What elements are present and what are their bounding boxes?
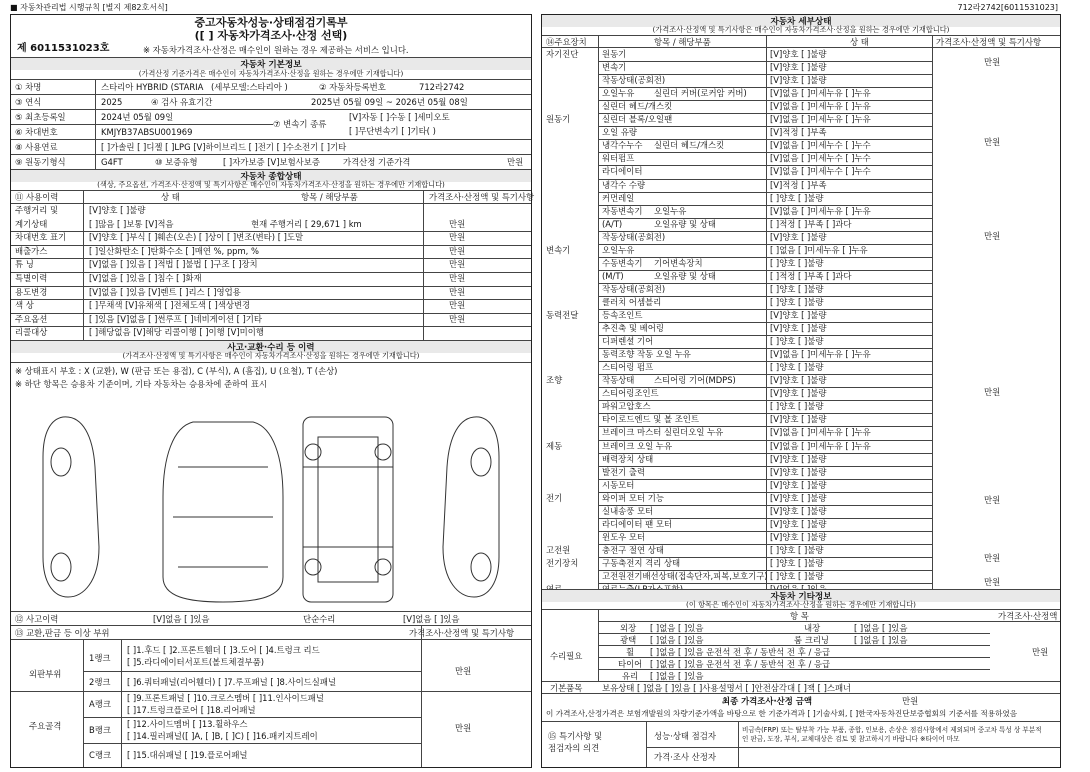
detail-item-label: 작동상태(공회전) <box>602 283 666 294</box>
general-row-state: [ ]많음 [ ]보통 [V]적음 <box>89 218 174 229</box>
interior-label: 내장 <box>804 623 821 633</box>
general-title: 자동차 종합상태 <box>11 170 531 182</box>
gloss-value: [ ]없음 [ ]있음 <box>650 635 704 645</box>
mileage-value: 현재 주행거리 [ 29,671 ] km <box>251 218 362 229</box>
wheel-front-left <box>51 448 71 476</box>
detail-item-label: 등속조인트 <box>602 310 643 320</box>
general-row-price: 만원 <box>449 245 466 256</box>
doc-number: 제 6011531023호 <box>17 43 110 54</box>
detail-item-state: [ ]양호 [ ]불량 <box>770 296 824 307</box>
final-price-label: 최종 가격조사·산정 금액 <box>722 696 812 706</box>
exterior-label: 외장 <box>620 623 637 633</box>
price-unit-electric: 만원 <box>984 495 1001 505</box>
wheel-rear-right <box>471 553 491 581</box>
glass-label: 유리 <box>622 671 639 681</box>
detail-item-label: 고전원전기배선상태(접속단자,피복,보호기구) <box>602 571 768 581</box>
detail-item-state: [ ]양호 [ ]불량 <box>770 257 824 268</box>
general-row-label: 리콜대상 <box>15 327 48 338</box>
car-model: (세부모델:스타리아 ) <box>211 82 288 92</box>
general-row-state: [ ]해당없음 [V]해당 리콜이행 [ ]이행 [V]미이행 <box>89 327 264 338</box>
vin: KMJYB37ABSU001969 <box>101 127 193 137</box>
detail-item-state: [V]양호 [ ]불량 <box>770 518 827 529</box>
detail-item-label: 실린더 헤드/개스킷 <box>654 140 725 151</box>
detail-item-label: 실린더 블록/오일팬 <box>602 114 673 125</box>
detail-item-state: [V]양호 [ ]불량 <box>770 414 827 425</box>
detail-item-state: [ ]적정 [ ]부족 [ ]과다 <box>770 218 852 229</box>
detail-subgroup-label: (M/T) <box>602 270 624 281</box>
detail-subgroup-label: (A/T) <box>602 218 623 229</box>
detail-item-label: 브레이크 마스터 실린더오일 누유 <box>602 427 724 438</box>
tire-label: 타이어 <box>618 659 643 669</box>
wheel-front-right <box>471 448 491 476</box>
rankA-items-b: [ ]17.트렁크플로어 [ ]18.리어패널 <box>127 705 256 715</box>
detail-item-label: 오일누유 <box>602 244 635 255</box>
detail-item-state: [ ]양호 [ ]불량 <box>770 557 824 568</box>
general-row-label: 주요옵션 <box>15 313 48 324</box>
accident-history-label: ⑫ 사고이력 <box>15 614 59 624</box>
detail-item-state: [V]없음 [ ]미세누유 [ ]누유 <box>770 349 871 360</box>
detail-item-label: 워터펌프 <box>602 153 635 164</box>
detail-item-label: 냉각수 수량 <box>602 179 646 190</box>
detail-item-state: [ ]양호 [ ]불량 <box>770 192 824 203</box>
detail-item-state: [V]양호 [ ]불량 <box>770 310 827 320</box>
detail-item-label: 작동상태(공회전) <box>602 75 666 86</box>
main-device-header: ⑭주요장치 <box>546 37 587 47</box>
detail-subgroup-label: 오일 유량 <box>602 127 638 138</box>
detail-item-state: [V]없음 [ ]미세누수 [ ]누수 <box>770 166 871 177</box>
wheel-rear-left <box>51 553 71 581</box>
detail-subgroup-label: 자동변속기 <box>602 205 643 216</box>
glass-value: [ ]없음 [ ]있음 <box>650 671 704 681</box>
status-legend-2: ※ 하단 항목은 승용차 기준이며, 기타 자동차는 승용차에 준하여 표시 <box>15 379 268 389</box>
detail-item-state: [ ]양호 [ ]불량 <box>770 544 824 555</box>
detail-item-label: 라디에이터 팬 모터 <box>602 518 673 529</box>
accident-note: (가격조사·산정액 및 특기사항은 매수인이 자동차가격조사·산정을 원하는 경우에만 기재합니다) <box>122 351 420 360</box>
detail-item-state: [ ]양호 [ ]불량 <box>770 362 824 373</box>
other-note: (이 항목은 매수인이 자동차가격조사·산정을 원하는 경우에만 기재합니다) <box>686 600 916 609</box>
warranty: [ ]자가보증 [V]보험사보증 <box>223 157 320 167</box>
detail-item-label: 디퍼렌셜 기어 <box>602 336 654 347</box>
inspect-label: ④ 검사 유효기간 <box>151 97 213 107</box>
detail-item-state: [ ]적정 [ ]부족 [ ]과다 <box>770 270 852 281</box>
detail-item-label: 배력장치 상태 <box>602 453 654 464</box>
detail-item-state: [ ]양호 [ ]불량 <box>770 401 824 412</box>
detail-item-label: 라디에이터 <box>602 166 643 177</box>
vehicle-diagram <box>13 407 529 607</box>
detail-item-label: 원동기 <box>602 49 627 59</box>
general-row-state: [ ]무채색 [V]유채색 [ ]전체도색 [ ]색상변경 <box>89 300 251 311</box>
detail-item-state: [V]없음 [ ]미세누유 [ ]누유 <box>770 427 871 438</box>
car-top-view <box>163 422 283 602</box>
detail-item-label: 스티어링조인트 <box>602 388 659 399</box>
detail-item-state: [ ]양호 [ ]불량 <box>770 571 824 581</box>
perf-inspector-label: 성능·상태 점검자 <box>654 731 716 741</box>
general-row-label: 용도변경 <box>15 286 48 297</box>
final-price-note: 이 가격조사,산정가격은 보험개발원의 차량기준가액을 바탕으로 한 기준가격과 [ ]기술사회, [ ]한국자동차진단보증협회의 기준서를 적용하였음 <box>546 709 1018 718</box>
repair-needed-label: 수리필요 <box>550 651 583 661</box>
detail-subgroup-label: 작동상태 <box>602 375 635 386</box>
car-name-label: ① 차명 <box>15 82 42 92</box>
first-reg-label: ⑤ 최초등록일 <box>15 112 66 122</box>
room-cleaning-label: 룸 크리닝 <box>794 635 830 645</box>
price-unit-transmission: 만원 <box>984 231 1001 241</box>
special-note-2: 인 판금, 도장, 부식, 교체대상은 검토 및 참고하시기 바랍니다 ※타이어 마모 <box>742 735 960 743</box>
base-price-label: 가격산정 기준가격 <box>343 157 411 167</box>
simple-repair-value: [V]없음 [ ]있음 <box>403 614 460 624</box>
detail-group-label: 제동 <box>546 440 563 451</box>
detail-item-state: [V]적정 [ ]부족 <box>770 127 827 138</box>
room-cleaning-value: [ ]없음 [ ]있음 <box>854 635 908 645</box>
basic-info-note: (가격산정 기준가격은 매수인이 자동차가격조사·산정을 원하는 경우에만 기재합니다) <box>138 69 404 78</box>
inspect-period: 2025년 05월 09일 ~ 2026년 05월 08일 <box>311 97 468 107</box>
basic-info-title: 자동차 기본정보 <box>11 58 531 70</box>
special-notes-label: ⑮ 특기사항 및 <box>548 731 603 741</box>
detail-item-state: [V]양호 [ ]불량 <box>770 531 827 542</box>
price-header: 가격조사·산정액 및 특기사항 <box>429 192 535 202</box>
detail-group-label: 조향 <box>546 375 563 386</box>
warranty-label: ⑩ 보증유형 <box>155 157 198 167</box>
detail-item-label: 실린더 커버(로커암 커버) <box>654 88 747 99</box>
general-row-label: 튜 닝 <box>15 259 34 270</box>
wheel-label: 휠 <box>626 647 635 657</box>
outer-panel-label: 외판부위 <box>29 669 62 679</box>
accident-title: 사고·교환·수리 등 이력 <box>11 341 531 353</box>
detail-item-label: 기어변속장치 <box>654 257 703 268</box>
detail-item-label: 클러치 어셈블리 <box>602 296 662 307</box>
frame-wheel-fr <box>375 444 391 460</box>
general-row-state: [V]양호 [ ]부식 [ ]훼손(오손) [ ]상이 [ ]변조(변타) [ ]도말 <box>89 232 304 243</box>
detail-group-label: 변속기 <box>546 244 571 255</box>
detail-item-label: 충전구 절연 상태 <box>602 544 664 555</box>
detail-item-state: [V]적정 [ ]부족 <box>770 179 827 190</box>
detail-item-state: [V]양호 [ ]불량 <box>770 62 827 73</box>
rank2-label: 2랭크 <box>89 677 111 687</box>
detail-item-label: 구동축전지 격리 상태 <box>602 557 681 568</box>
rank1-items-a: [ ]1.후드 [ ]2.프론트휀더 [ ]3.도어 [ ]4.트렁크 리드 <box>127 645 320 655</box>
detail-item-label: 브레이크 오일 누유 <box>602 440 673 451</box>
doc-note: ※ 자동차가격조사·산정은 매수인이 원하는 경우 제공하는 서비스 입니다. <box>143 45 409 55</box>
detail-subgroup-label: 수동변속기 <box>602 257 643 268</box>
detail-title: 자동차 세부상태 <box>542 15 1060 27</box>
fuel-label: ⑧ 사용연료 <box>15 142 58 152</box>
year-label: ③ 연식 <box>15 97 42 107</box>
detail-item-label: 윈도우 모터 <box>602 531 646 542</box>
detail-item-state: [V]양호 [ ]불량 <box>770 453 827 464</box>
tire-value: [ ]없음 [ ]있음 운전석 전 후 / 동반석 전 후 / 응급 <box>650 659 831 669</box>
detail-item-state: [V]없음 [ ]미세누수 [ ]누수 <box>770 140 871 151</box>
outer-price-unit: 만원 <box>455 666 472 676</box>
final-price-unit: 만원 <box>902 696 919 706</box>
first-reg: 2024년 05월 09일 <box>101 112 174 122</box>
detail-item-state: [V]양호 [ ]불량 <box>770 466 827 477</box>
detail-item-state: [V]없음 [ ]미세누유 [ ]누유 <box>770 114 871 125</box>
detail-group-label: 동력전달 <box>546 310 579 320</box>
basic-items-label: 기본품목 <box>550 683 583 693</box>
reg-no: 712라2742 <box>419 82 465 92</box>
special-note-1: 비금속(FRP) 또는 탈부착 가능 부품, 종합, 인보용, 손상은 점검사항에서 제외되며 중고차 특성 상 부분적 <box>742 726 1042 734</box>
detail-item-label: 실린더 헤드/개스킷 <box>602 101 673 112</box>
detail-item-label: 스티어링 기어(MDPS) <box>654 375 736 386</box>
rankB-label: B랭크 <box>89 725 111 735</box>
detail-item-label: 스티어링 펌프 <box>602 362 654 373</box>
detail-note: (가격조사·산정액 및 특기사항은 매수인이 자동차가격조사·산정을 원하는 경우에만 기재합니다) <box>652 25 950 34</box>
general-row-label: 특별이력 <box>15 273 48 283</box>
detail-item-state: [V]양호 [ ]불량 <box>770 323 827 334</box>
record-id: 712라2742[6011531023] <box>957 3 1058 12</box>
detail-subgroup-label: 커먼레일 <box>602 192 635 203</box>
rank2-items: [ ]6.쿼터패널(리어휀더) [ ]7.루프패널 [ ]8.사이드실패널 <box>127 677 337 687</box>
detail-subgroup-label: 냉각수누수 <box>602 140 643 151</box>
detail-item-header: 항목 / 해당부품 <box>654 37 711 47</box>
detail-group-label: 전기 <box>546 492 563 503</box>
price-unit-engine: 만원 <box>984 137 1001 147</box>
detail-price-header: 가격조사·산정액 및 특기사항 <box>936 37 1042 47</box>
price-unit-hv: 만원 <box>984 553 1001 563</box>
detail-group-label: 원동기 <box>546 114 571 125</box>
frame-wheel-rl <box>305 559 321 575</box>
general-row-label: 주행거리 및 <box>15 205 59 215</box>
accident-history-value: [V]없음 [ ]있음 <box>153 614 210 624</box>
detail-group-label: 자기진단 <box>546 49 579 59</box>
exterior-value: [ ]없음 [ ]있음 <box>650 623 704 633</box>
rankA-items-a: [ ]9.프론트패널 [ ]10.크로스멤버 [ ]11.인사이드패널 <box>127 693 324 703</box>
general-row-state: [V]없음 [ ]있음 [ ]침수 [ ]화재 <box>89 273 202 283</box>
general-row-state: [V]없음 [ ]있음 [ ]적법 [ ]불법 [ ]구조 [ ]장치 <box>89 259 258 270</box>
right-panel <box>541 14 1061 768</box>
detail-item-state: [V]양호 [ ]불량 <box>770 49 827 59</box>
engine-label: ⑨ 원동기형식 <box>15 157 66 167</box>
price-unit-steering: 만원 <box>984 387 1001 397</box>
other-title: 자동차 기타정보 <box>542 590 1060 602</box>
detail-item-state: [V]없음 [ ]미세누유 [ ]누유 <box>770 101 871 112</box>
trans-line2: [ ]무단변속기 [ ]기타( ) <box>349 126 436 136</box>
detail-subgroup-label: 오일누유 <box>602 88 635 99</box>
detail-item-state: [V]양호 [ ]불량 <box>770 375 827 386</box>
detail-item-state: [ ]양호 [ ]불량 <box>770 283 824 294</box>
detail-item-label: 작동상태(공회전) <box>602 231 666 242</box>
detail-item-state: [ ]양호 [ ]불량 <box>770 336 824 347</box>
general-row-label: 배출가스 <box>15 245 48 256</box>
price-unit-fuel: 만원 <box>984 577 1001 587</box>
detail-item-state: [V]양호 [ ]불량 <box>770 479 827 490</box>
exchange-label: ⑬ 교환,판금 등 이상 부위 <box>15 628 110 638</box>
general-row-price: 만원 <box>449 259 466 270</box>
price-inspector-label: 가격·조사 산정자 <box>654 752 716 762</box>
car-name: 스타리아 HYBRID (STARIA <box>101 82 204 92</box>
general-row-state: [V]없음 [ ]있음 [V]렌트 [ ]리스 [ ]영업용 <box>89 286 241 297</box>
general-row-price: 만원 <box>449 313 466 324</box>
wheel-value: [ ]없음 [ ]있음 운전석 전 후 / 동반석 전 후 / 응급 <box>650 647 831 657</box>
frame-wheel-fl <box>305 444 321 460</box>
basic-items-value: 보유상태 [ ]없음 [ ]있음 [ ]사용설명서 [ ]안전삼각대 [ ]잭 [ ]스패너 <box>602 683 852 693</box>
detail-item-state: [ ]없음 [ ]미세누유 [ ]누유 <box>770 244 868 255</box>
detail-item-label: 변속기 <box>602 62 627 73</box>
detail-item-state: [V]양호 [ ]불량 <box>770 231 827 242</box>
item-header: 항목 / 해당부품 <box>301 192 358 202</box>
general-row-price: 만원 <box>449 300 466 311</box>
detail-item-label: 발전기 출력 <box>602 466 646 477</box>
detail-group-label: 전기장치 <box>546 557 579 568</box>
detail-item-state: [V]양호 [ ]불량 <box>770 75 827 86</box>
trans-line1: [V]자동 [ ]수동 [ ]세미오토 <box>349 112 450 122</box>
exchange-price-label: 가격조사·산정액 및 특기사항 <box>409 628 515 638</box>
general-row-label: 계기상태 <box>15 218 48 229</box>
general-note: (색상, 주요옵션, 가격조사·산정액 및 특기사항은 매수인이 자동차가격조사·산정을 원하는 경우에만 기재합니다) <box>97 180 445 189</box>
detail-item-state: [V]없음 [ ]미세누수 [ ]누수 <box>770 153 871 164</box>
inspector-opinion-label: 점검자의 의견 <box>548 743 600 753</box>
simple-repair-label: 단순수리 <box>303 614 336 624</box>
rankB-items-a: [ ]12.사이드멤버 [ ]13.휠하우스 <box>127 719 248 729</box>
form-reference: ■ 자동차관리법 시행규칙 [별지 제82호서식] <box>10 3 168 12</box>
other-price-header: 가격조사·산정액 <box>998 611 1058 621</box>
detail-item-state: [V]양호 [ ]불량 <box>770 492 827 503</box>
doc-subtitle: ([ ] 자동차가격조사·산정 선택) <box>194 29 348 42</box>
interior-value: [ ]없음 [ ]있음 <box>854 623 908 633</box>
detail-item-label: 동력조향 작동 오일 누유 <box>602 349 691 360</box>
general-row-price: 만원 <box>449 286 466 297</box>
engine: G4FT <box>101 157 123 167</box>
status-legend: ※ 상태표시 부호 : X (교환), W (판금 또는 용접), C (부식), A (흠집), U (요철), T (손상) <box>15 366 338 376</box>
vin-label: ⑥ 차대번호 <box>15 127 58 137</box>
detail-item-state: [V]없음 [ ]미세누유 [ ]누유 <box>770 440 871 451</box>
reg-no-label: ② 자동차등록번호 <box>319 82 386 92</box>
general-row-label: 차대번호 표기 <box>15 232 67 243</box>
detail-item-label: 실내송풍 모터 <box>602 505 654 516</box>
trans-label: ⑦ 변속기 종류 <box>273 119 327 129</box>
base-price-unit: 만원 <box>507 157 524 167</box>
rankA-label: A랭크 <box>89 699 111 709</box>
general-row-label: 색 상 <box>15 300 34 311</box>
state-header: 상 태 <box>161 192 180 202</box>
detail-item-state: [V]양호 [ ]불량 <box>770 388 827 399</box>
rank1-label: 1랭크 <box>89 653 111 663</box>
general-row-price: 만원 <box>449 218 466 229</box>
use-history-header: ⑪ 사용이력 <box>15 192 59 202</box>
general-row-state: [ ]일산화탄소 [ ]탄화수소 [ ]매연 %, ppm, % <box>89 245 259 256</box>
general-row-state: [V]양호 [ ]불량 <box>89 205 146 215</box>
rankC-label: C랭크 <box>89 750 112 760</box>
detail-item-label: 오일누유 <box>654 205 687 216</box>
detail-item-state: [V]없음 [ ]미세누유 [ ]누유 <box>770 205 871 216</box>
frame-price-unit: 만원 <box>455 723 472 733</box>
rankB-items-b: [ ]14.필러패널([ ]A, [ ]B, [ ]C) [ ]16.패키지트레이 <box>127 731 318 741</box>
detail-item-state: [V]양호 [ ]불량 <box>770 505 827 516</box>
detail-state-header: 상 태 <box>850 37 869 47</box>
general-row-state: [ ]있음 [V]없음 [ ]썬루프 [ ]네비게이션 [ ]기타 <box>89 313 262 324</box>
detail-item-label: 타이로드엔드 및 볼 조인트 <box>602 414 699 425</box>
detail-item-label: 와이퍼 모터 기능 <box>602 492 664 503</box>
detail-group-label: 고전원 <box>546 544 571 555</box>
gloss-label: 광택 <box>620 635 637 645</box>
repair-price-unit: 만원 <box>1032 647 1049 657</box>
detail-item-label: 파워고압호스 <box>602 401 651 412</box>
main-frame-label: 주요골격 <box>29 721 62 731</box>
other-item-header: 항 목 <box>790 611 809 621</box>
detail-item-label: 추진축 및 베어링 <box>602 323 664 334</box>
fuel: [ ]가솔린 [ ]디젤 [ ]LPG [V]하이브리드 [ ]전기 [ ]수소전기 [ ]기타 <box>101 142 347 152</box>
detail-item-state: [V]없음 [ ]미세누유 [ ]누유 <box>770 88 871 99</box>
general-row-price: 만원 <box>449 273 466 283</box>
doc-title: 중고자동차성능·상태점검기록부 <box>194 16 348 29</box>
general-row-price: 만원 <box>449 232 466 243</box>
detail-item-label: 오일유량 및 상태 <box>654 270 716 281</box>
frame-wheel-rr <box>375 559 391 575</box>
left-panel <box>10 14 535 768</box>
detail-item-label: 시동모터 <box>602 479 635 490</box>
rank1-items-b: [ ]5.라디에이터서포트(볼트체결부품) <box>127 657 264 667</box>
price-unit-selfdiag: 만원 <box>984 57 1001 67</box>
detail-item-label: 오일유량 및 상태 <box>654 218 716 229</box>
rankC-items: [ ]15.대쉬패널 [ ]19.플로어패널 <box>127 750 248 760</box>
year: 2025 <box>101 97 123 107</box>
